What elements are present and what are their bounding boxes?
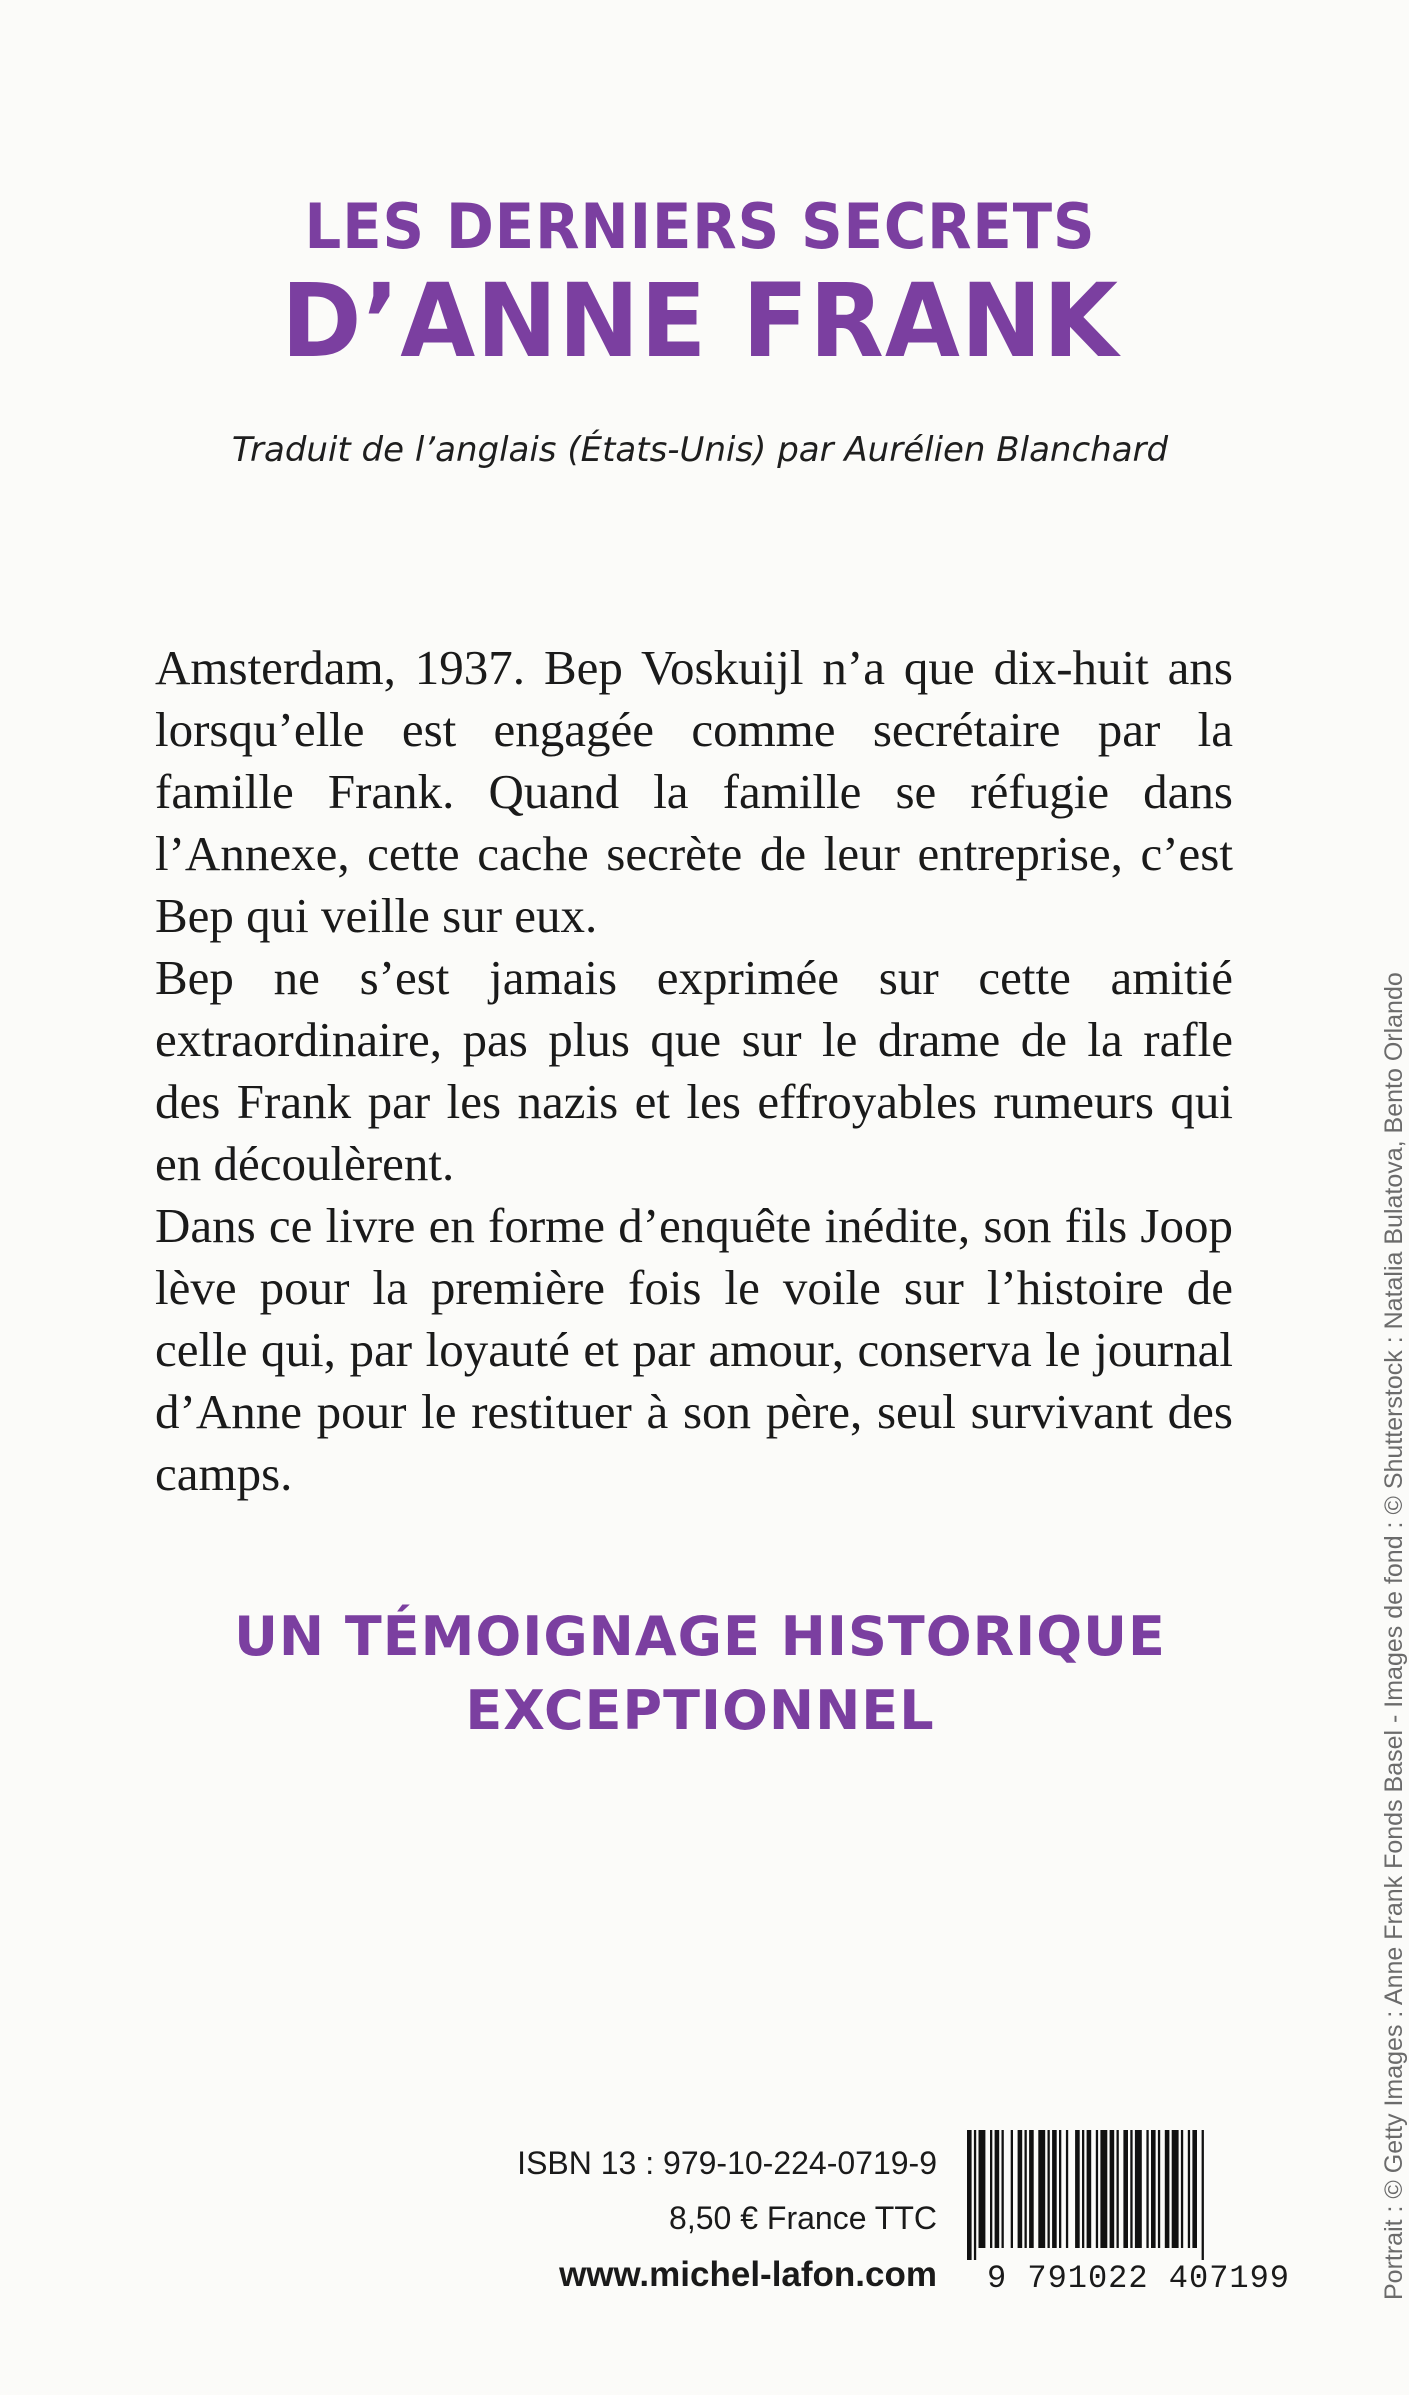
website-link[interactable]: www.michel-lafon.com: [559, 2255, 937, 2294]
title-line-2: D’ANNE FRANK: [281, 262, 1119, 381]
title-line-1: LES DERNIERS SECRETS: [304, 190, 1096, 263]
barcode-number: 9 791022 407199: [986, 2260, 1290, 2297]
barcode: [965, 2130, 1285, 2270]
tagline-line-1: UN TÉMOIGNAGE HISTORIQUE: [234, 1605, 1166, 1668]
translator-credit: Traduit de l’anglais (États-Unis) par Aurélien Blanchard: [231, 430, 1169, 470]
blurb-paragraph: Dans ce livre en forme d’enquête inédite, son fils Joop lève pour la première fois le voile sur l’histoire de celle qui, par loyauté et par amour, conserva le journal d’Anne pour le restituer à son père, seul survivant des camps.: [155, 1198, 1233, 1501]
barcode-icon: [965, 2130, 1285, 2260]
blurb-paragraph: Bep ne s’est jamais exprimée sur cette amitié extraordinaire, pas plus que sur le drame de la rafle des Frank par les nazis et les effroyables rumeurs qui en découlèrent.: [155, 950, 1233, 1191]
price: 8,50 € France TTC: [669, 2200, 937, 2236]
blurb-paragraph: Amsterdam, 1937. Bep Voskuijl n’a que dix-huit ans lorsqu’elle est engagée comme secrétaire par la famille Frank. Quand la famille se réfugie dans l’Annexe, cette cache secrète de leur entreprise, c’est Bep qui veille sur eux.: [155, 640, 1233, 943]
isbn: ISBN 13 : 979-10-224-0719-9: [517, 2145, 937, 2181]
tagline: [0, 1600, 1400, 1748]
blurb: [155, 637, 1233, 1505]
photo-credits: Portrait : © Getty Images : Anne Frank Fonds Basel - Images de fond : © Shutterstock : Natalia Bulatova, Bento Orlando: [1380, 972, 1408, 2300]
tagline-line-2: EXCEPTIONNEL: [465, 1679, 935, 1742]
